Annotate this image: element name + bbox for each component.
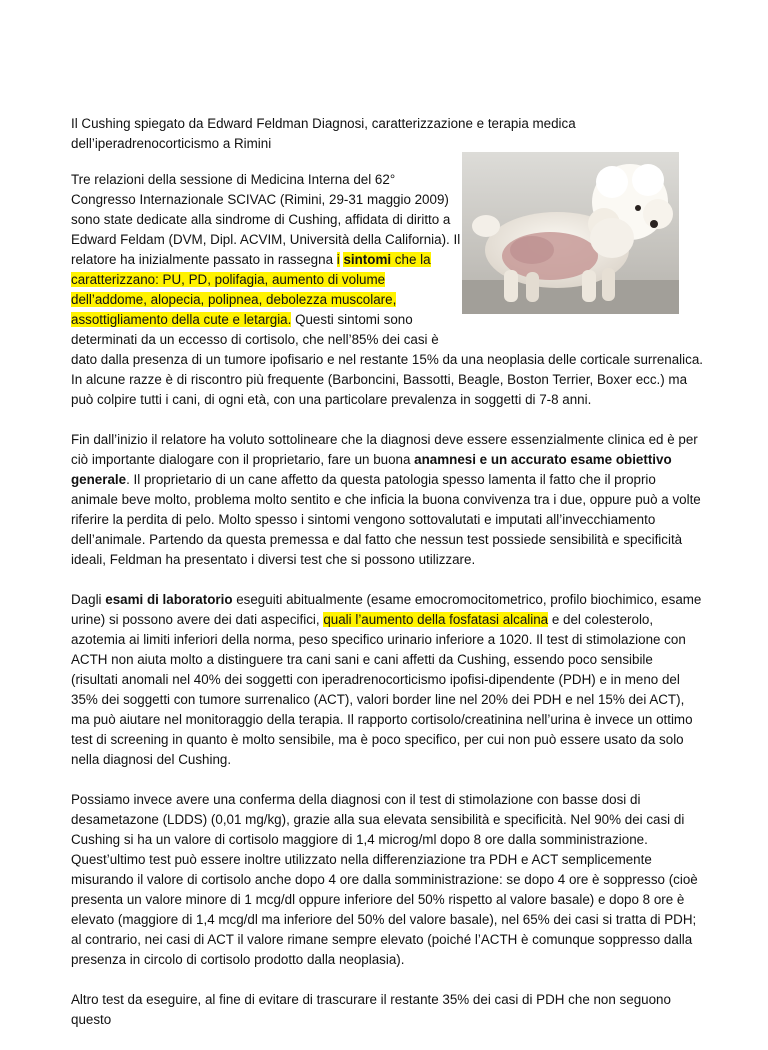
paragraph-lab-tests — [71, 590, 703, 770]
article-body — [71, 114, 703, 1050]
bold-esami: esami di laboratorio — [105, 592, 233, 607]
paragraph-symptoms-intro: Tre relazioni della sessione di Medicina Interna del 62° Congresso Internazionale SCIVAC (Rimini, 29-31 maggio 2009) sono state dedicate alla sindrome di Cushing, affidata di diritto a Edward Feldam (DVM, Dipl. ACVIM, Università della California). Il relatore ha inizialmente passato in rassegna — [71, 172, 461, 267]
paragraph-other-test: Altro test da eseguire, al fine di evitare di trascurare il restante 35% dei casi di PDH che non seguono questo — [71, 992, 671, 1027]
paragraph-lab-b: eseguiti abitualmente (esame emocromocitometrico, profilo biochimico, esame urine) si possono avere dei dati aspecifici, — [71, 592, 702, 627]
highlight-fosfatasi: quali l’aumento della fosfatasi alcalina — [323, 612, 549, 627]
paragraph-lab-a: Dagli — [71, 592, 106, 607]
highlight-symptoms-list: che la caratterizzano: PU, PD, polifagia, aumento di volume dell’addome, alopecia, polipnea, debolezza muscolare, assottigliamento della cute e letargia. — [71, 252, 431, 327]
paragraph-ldds: Possiamo invece avere una conferma della diagnosi con il test di stimolazione con basse dosi di desametazone (LDDS) (0,01 mg/kg), grazie alla sua elevata sensibilità e specificità. Nel 90% dei casi di Cushing si ha un valore di cortisolo maggiore di 1,4 microg/ml dopo 8 ore dalla somministrazione. Quest’ultimo test può essere inoltre utilizzato nella differenziazione tra PDH e ACT semplicemente misurando il valore di cortisolo anche dopo 4 ore dalla somministrazione: se dopo 4 ore è soppresso (cioè presenta un valore minore di 1 mcg/dl oppure inferiore del 50% rispetto al valore basale) e dopo 8 ore è elevato (maggiore di 1,4 mcg/dl ma inferiore del 50% del valore basale), nel 65% dei casi si tratta di PDH; al contrario, nei casi di ACT il valore rimane sempre elevato (poiché l’ACTH è comunque soppresso dalla presenza in circolo di cortisolo prodotto dalla neoplasia). — [71, 792, 698, 967]
highlight-i: i — [336, 252, 340, 267]
bold-anamnesi: anamnesi e un accurato esame obiettivo generale — [71, 452, 672, 487]
article-title: Il Cushing spiegato da Edward Feldman Diagnosi, caratterizzazione e terapia medica dell’iperadrenocorticismo a Rimini — [71, 116, 576, 151]
paragraph-symptoms-rest: Questi sintomi sono determinati da un eccesso di cortisolo, che nell’85% dei casi è dato dalla presenza di un tumore ipofisario e nel restante 15% da una neoplasia delle corticale surrenalica. In alcune razze è di riscontro più frequente (Barboncini, Bassotti, Beagle, Boston Terrier, Boxer ecc.) ma può colpire tutti i cani, di ogni età, con una particolare prevalenza in soggetti di 7-8 anni. — [71, 312, 703, 407]
paragraph-diagnosis-b: . Il proprietario di un cane affetto da questa patologia spesso lamenta il fatto che il proprio animale beve molto, problema molto sentito e che inficia la buona convivenza tra i due, oppure può a volte riferire la perdita di pelo. Molto spesso i sintomi vengono sottovalutati e imputati all’invecchiamento dell’animale. Partendo da questa premessa e dal fatto che nessun test possiede sensibilità e specificità ideali, Feldman ha presentato i diversi test che si possono utilizzare. — [71, 472, 701, 567]
paragraph-symptoms — [71, 170, 703, 410]
paragraph-diagnosis-a: Fin dall’inizio il relatore ha voluto sottolineare che la diagnosi deve essere essenzialmente clinica ed è per ciò importante dialogare con il proprietario, fare un buona — [71, 432, 698, 467]
paragraph-lab-c: e del colesterolo, azotemia ai limiti inferiori della norma, peso specifico urinario inferiore a 1020. Il test di stimolazione con ACTH non aiuta molto a distinguere tra cani sani e cani affetti da Cushing, essendo poco sensibile (risultati anomali nel 40% dei soggetti con iperadrenocorticismo ipofisi-dipendente (PDH) e in meno del 35% dei soggetti con tumore surrenalico (ACT), valori border line nel 20% dei PDH e nel 15% dei ACT), ma può aiutare nel monitoraggio della terapia. Il rapporto cortisolo/creatinina nell’urina è invece un ottimo test di screening in quanto è molto sensibile, ma è poco specifico, per cui non può essere usato da solo nella diagnosi del Cushing. — [71, 612, 693, 767]
paragraph-diagnosis — [71, 430, 703, 570]
bold-sintomi: sintomi — [343, 252, 392, 267]
